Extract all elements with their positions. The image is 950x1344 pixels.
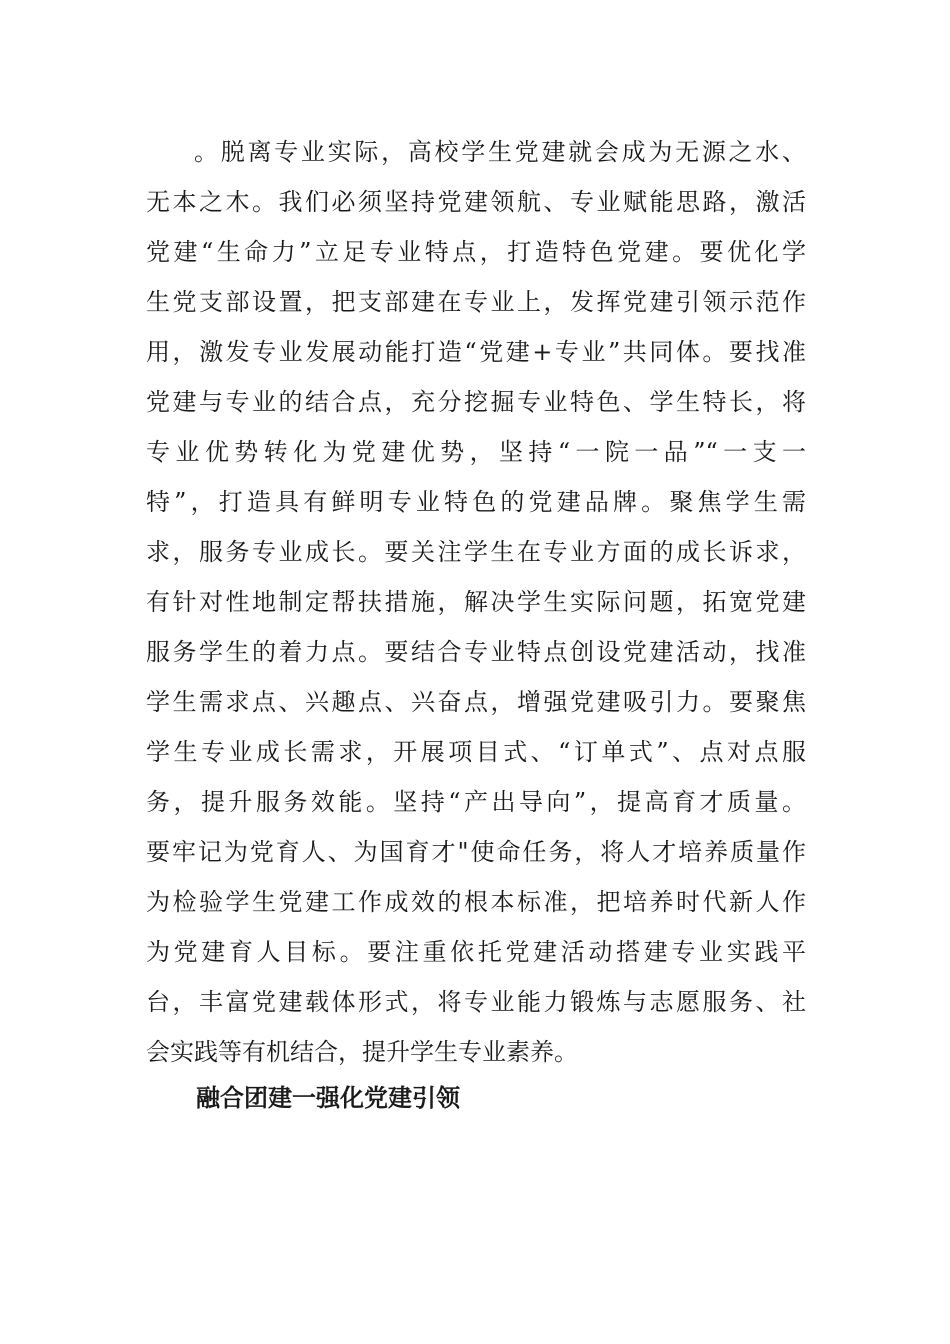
paragraph-line: 党建“生命力”立足专业特点，打造特色党建。要优化学: [146, 238, 806, 266]
paragraph-line: 学生专业成长需求，开展项目式、“订单式”、点对点服: [146, 738, 806, 766]
paragraph-line: 特”，打造具有鲜明专业特色的党建品牌。聚焦学生需: [146, 488, 806, 516]
paragraph-line: 台，丰富党建载体形式，将专业能力锻炼与志愿服务、社: [146, 988, 806, 1016]
paragraph-line: 为检验学生党建工作成效的根本标准，把培养时代新人作: [146, 888, 806, 916]
section-heading: 融合团建一强化党建引领: [196, 1084, 460, 1112]
paragraph-line: 会实践等有机结合，提升学生专业素养。: [146, 1038, 578, 1066]
paragraph-line: 用，激发专业发展动能打造“党建+专业”共同体。要找准: [146, 338, 806, 366]
paragraph-line: 求，服务专业成长。要关注学生在专业方面的成长诉求，: [146, 538, 806, 566]
paragraph-line: 党建与专业的结合点，充分挖掘专业特色、学生特长，将: [146, 388, 806, 416]
paragraph-line: 专业优势转化为党建优势，坚持“一院一品”“一支一: [146, 438, 806, 466]
paragraph-line: 要牢记为党育人、为国育才"使命任务，将人才培养质量作: [146, 838, 806, 866]
paragraph-line: 务，提升服务效能。坚持“产出导向”，提高育才质量。: [146, 788, 806, 816]
paragraph-line: 学生需求点、兴趣点、兴奋点，增强党建吸引力。要聚焦: [146, 688, 806, 716]
paragraph-line: 为党建育人目标。要注重依托党建活动搭建专业实践平: [146, 938, 806, 966]
paragraph-line: 。脱离专业实际，高校学生党建就会成为无源之水、: [194, 138, 806, 166]
paragraph-line: 生党支部设置，把支部建在专业上，发挥党建引领示范作: [146, 288, 806, 316]
paragraph-line: 无本之木。我们必须坚持党建领航、专业赋能思路，激活: [146, 188, 806, 216]
body-paragraph: [146, 127, 806, 1077]
paragraph-line: 有针对性地制定帮扶措施，解决学生实际问题，拓宽党建: [146, 588, 806, 616]
paragraph-line: 服务学生的着力点。要结合专业特点创设党建活动，找准: [146, 638, 806, 666]
